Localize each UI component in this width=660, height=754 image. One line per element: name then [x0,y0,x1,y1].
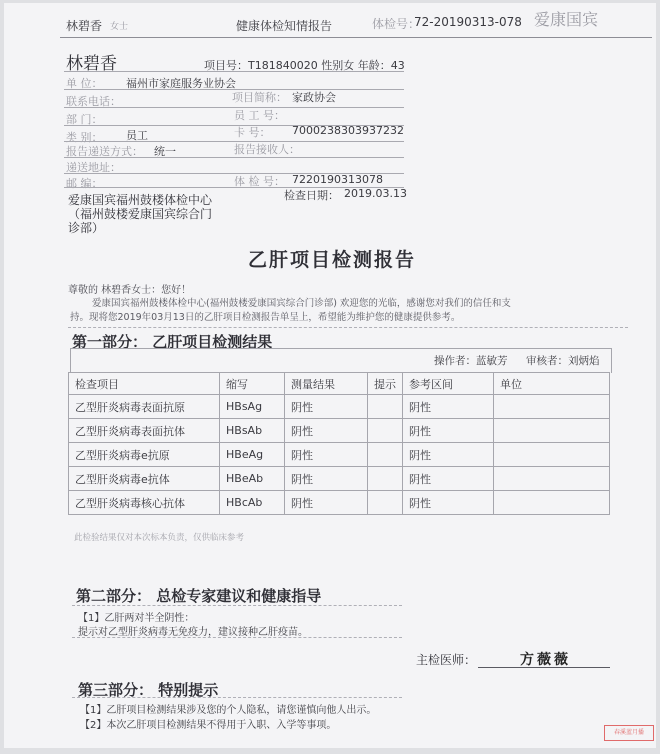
intro-line: 持。现将您2019年03月13日的乙肝项目检测报告单呈上，希望能为维护您的健康提供参考。 [70,312,461,323]
exam-no-label: 体检号： [372,17,421,31]
divider [72,637,402,638]
exam-label: 体 检 号： [234,175,285,188]
part2-heading: 第二部分： 总检专家建议和健康指导 [76,587,322,605]
cell-abbr: HBsAg [220,395,285,419]
divider [72,697,402,698]
cell-ref: 阴性 [403,443,494,467]
center-name: （福州鼓楼爱康国宾综合门 [68,207,213,221]
cell-result: 阴性 [285,467,368,491]
card-label: 卡 号： [234,126,271,139]
project-line: 项目号：T181840020 性别女 年龄：43 [204,59,405,72]
col-header: 测量结果 [285,373,368,395]
dept-label: 部 门： [66,113,103,126]
cell-hint [368,419,403,443]
cell-abbr: HBsAb [220,419,285,443]
table-footnote: 此检验结果仅对本次标本负责，仅供临床参考 [74,533,245,543]
advice-item: 【1】乙肝两对半全阴性： [78,613,195,624]
cell-result: 阴性 [285,491,368,515]
col-header: 检查项目 [69,373,220,395]
exam-no-value: 72-20190313-078 [414,15,522,29]
table-row [69,419,610,443]
signature-line [478,667,610,668]
cell-result: 阴性 [285,443,368,467]
cell-ref: 阴性 [403,419,494,443]
cell-unit [494,395,610,419]
table-row [69,467,610,491]
part1-heading: 第一部分： 乙肝项目检测结果 [72,333,273,351]
receiver-label: 报告接收人： [234,143,300,156]
tip-item: 【2】本次乙肝项目检测结果不得用于入职、入学等事项。 [80,720,337,731]
short-value: 家政协会 [292,91,336,104]
date-value: 2019.03.13 [344,187,407,200]
phone-label: 联系电话： [66,95,121,108]
cell-item: 乙型肝炎病毒表面抗体 [69,419,220,443]
table-row [69,491,610,515]
unit-value: 福州市家庭服务业协会 [126,77,236,90]
card-value: 7000238303937232 [292,124,404,137]
divider [64,157,404,158]
table-row [69,395,610,419]
cell-item: 乙型肝炎病毒表面抗原 [69,395,220,419]
doc-type: 健康体检知情报告 [236,19,333,33]
cell-unit [494,419,610,443]
col-header: 提示 [368,373,403,395]
table-row [69,443,610,467]
col-header: 缩写 [220,373,285,395]
divider [72,605,402,606]
part3-heading: 第三部分： 特别提示 [78,681,219,699]
center-name: 诊部） [68,221,105,235]
cell-ref: 阴性 [403,395,494,419]
col-header: 参考区间 [403,373,494,395]
delivery-label: 报告递送方式： [66,145,143,158]
header-name: 林碧香 [66,19,103,33]
reviewer: 审核者：刘炳焰 [526,355,600,367]
cell-result: 阴性 [285,419,368,443]
cell-item: 乙型肝炎病毒核心抗体 [69,491,220,515]
cell-abbr: HBeAg [220,443,285,467]
divider [64,71,404,72]
tip-item: 【1】乙肝项目检测结果涉及您的个人隐私，请您谨慎向他人出示。 [80,705,377,716]
header-divider [60,37,652,38]
cell-result: 阴性 [285,395,368,419]
category-value: 员工 [126,129,148,142]
cell-item: 乙型肝炎病毒e抗原 [69,443,220,467]
doctor-label: 主检医师： [416,653,477,667]
advice-text: 提示对乙型肝炎病毒无免疫力，建议接种乙肝疫苗。 [78,627,308,638]
intro-line: 爱康国宾福州鼓楼体检中心(福州鼓楼爱康国宾综合门诊部) 欢迎您的光临，感谢您对我们的信任和支 [92,298,511,309]
cell-unit [494,467,610,491]
col-header: 单位 [494,373,610,395]
divider [68,327,628,328]
cell-unit [494,443,610,467]
cell-item: 乙型肝炎病毒e抗体 [69,467,220,491]
report-page [4,3,656,748]
patient-name: 林碧香 [66,54,117,74]
brand-logo: 爱康国宾 [534,10,599,29]
cell-hint [368,443,403,467]
cell-hint [368,467,403,491]
header-gender: 女士 [110,22,129,32]
staff-label: 员 工 号： [234,109,285,122]
address-label: 递送地址： [66,161,121,174]
cell-ref: 阴性 [403,467,494,491]
exam-value: 7220190313078 [292,173,383,186]
greeting: 尊敬的 林碧香女士：您好！ [68,285,192,296]
cell-hint [368,491,403,515]
cell-abbr: HBeAb [220,467,285,491]
short-label: 项目简称： [232,91,287,104]
table-header-row [69,373,610,395]
cell-ref: 阴性 [403,491,494,515]
report-title: 乙肝项目检测报告 [248,249,417,271]
cell-hint [368,395,403,419]
category-label: 类 别： [66,131,103,144]
doctor-signature: 方薇薇 [520,652,571,668]
results-table [68,372,610,515]
delivery-value: 统一 [154,145,176,158]
watermark-stamp: 春溪蓝月播 [604,725,654,741]
cell-unit [494,491,610,515]
unit-label: 单 位： [66,77,103,90]
post-label: 邮 编： [66,177,103,190]
cell-abbr: HBcAb [220,491,285,515]
date-label: 检查日期： [284,189,339,202]
center-name: 爱康国宾福州鼓楼体检中心 [68,193,213,207]
operator: 操作者：蓝敏芳 [434,355,508,367]
